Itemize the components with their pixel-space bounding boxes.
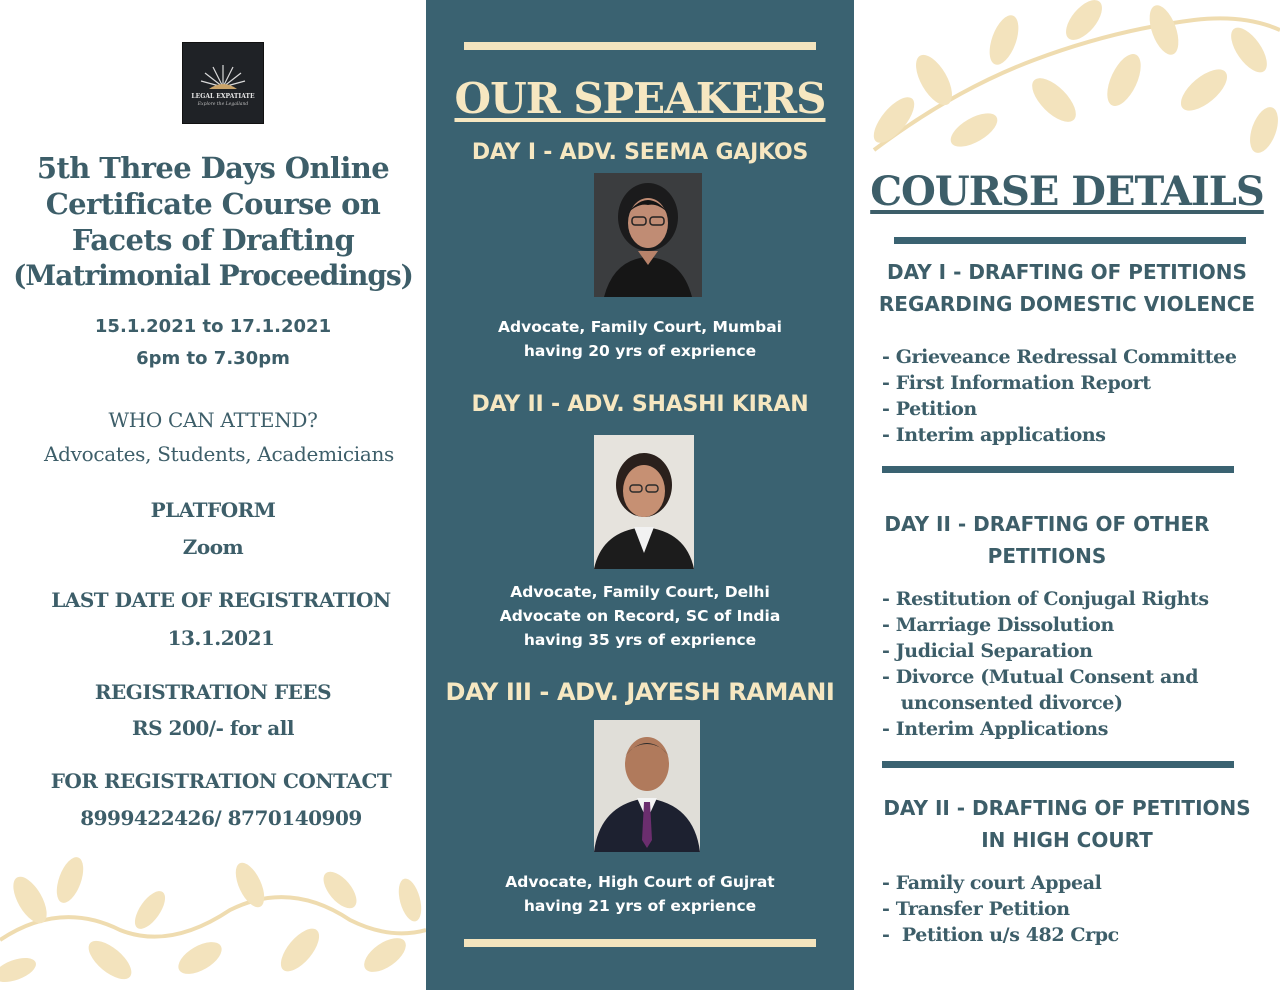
list-item: - Restitution of Conjugal Rights [882,588,1209,610]
course-title-line: (Matrimonial Proceedings) [13,259,413,292]
course-title [0,150,426,294]
details-list-day3 [882,870,1119,948]
course-title-line: 5th Three Days Online [36,151,390,185]
speakers-title: OUR SPEAKERS [454,74,826,123]
details-heading-day1 [854,256,1280,320]
speaker-desc-line: having 35 yrs of exprience [523,631,757,649]
list-item: - Interim applications [882,424,1106,446]
list-item: - Marriage Dissolution [882,614,1114,636]
speakers-panel [426,0,854,990]
speaker-desc-line: Advocate, Family Court, Delhi [510,583,770,601]
speaker-description-day3 [426,870,854,918]
details-heading-line: DAY I - DRAFTING OF PETITIONS [887,260,1247,284]
course-title-line: Facets of Drafting [71,223,355,257]
details-heading-day3 [854,792,1280,856]
leaf-branch-decoration [0,840,426,990]
last-date-label: LAST DATE OF REGISTRATION [51,588,391,612]
list-item: - Divorce (Mutual Consent and [882,666,1199,688]
speaker-heading-day1: DAY I - ADV. SEEMA GAJKOS [471,140,809,165]
list-item: - Petition [882,398,977,420]
list-item: - Grieveance Redressal Committee [882,346,1237,368]
details-list-day2 [882,586,1209,742]
speaker-photo-day1 [594,173,702,297]
details-list-day1 [882,344,1237,448]
course-time: 6pm to 7.30pm [136,348,290,369]
details-heading-day2 [854,508,1260,572]
person-portrait-icon [594,173,702,297]
course-details-title: COURSE DETAILS [870,168,1264,215]
contact-label: FOR REGISTRATION CONTACT [50,769,392,793]
course-title-line: Certificate Course on [45,187,381,221]
list-item: unconsented divorce) [882,692,1123,714]
details-divider [882,761,1234,768]
course-dates: 15.1.2021 to 17.1.2021 [94,316,332,337]
sunburst-logo-icon [183,43,263,123]
speaker-photo-day2 [594,435,694,569]
list-item: - Family court Appeal [882,872,1102,894]
logo-tagline: Explore the Legalland [197,102,249,107]
logo-text: LEGAL EXPATIATE [191,93,255,100]
speaker-heading-day2: DAY II - ADV. SHASHI KIRAN [471,392,809,417]
top-divider [464,42,816,50]
person-portrait-icon [594,720,700,852]
last-date-value: 13.1.2021 [167,626,275,650]
speaker-desc-line: having 20 yrs of exprience [523,342,757,360]
speaker-description-day2 [426,580,854,652]
details-heading-line: DAY II - DRAFTING OF PETITIONS [883,796,1251,820]
person-portrait-icon [594,435,694,569]
details-heading-line: IN HIGH COURT [981,828,1153,852]
details-heading-line: DAY II - DRAFTING OF OTHER [884,512,1210,536]
list-item: - Petition u/s 482 Crpc [882,924,1119,946]
fees-label: REGISTRATION FEES [94,680,332,704]
bottom-divider [464,939,816,947]
who-can-attend-label: WHO CAN ATTEND? [108,408,318,432]
list-item: - Interim Applications [882,718,1109,740]
leaf-branch-decoration [854,0,1280,160]
speaker-description-day1 [426,315,854,363]
speaker-desc-line: Advocate, Family Court, Mumbai [498,318,782,336]
list-item: - First Information Report [882,372,1151,394]
details-heading-line: PETITIONS [987,544,1107,568]
platform-value: Zoom [182,535,244,559]
speaker-desc-line: Advocate, High Court of Gujrat [505,873,775,891]
details-heading-line: REGARDING DOMESTIC VIOLENCE [878,292,1256,316]
speaker-desc-line: having 21 yrs of exprience [523,897,757,915]
speaker-photo-day3 [594,720,700,852]
platform-label: PLATFORM [150,498,276,522]
list-item: - Judicial Separation [882,640,1093,662]
contact-phone-numbers: 8999422426/ 8770140909 [80,806,362,830]
course-details-panel [854,0,1280,990]
details-divider [882,466,1234,473]
brand-logo [182,42,264,124]
speaker-heading-day3: DAY III - ADV. JAYESH RAMANI [445,678,835,706]
details-divider [894,237,1246,244]
speaker-desc-line: Advocate on Record, SC of India [499,607,781,625]
fees-value: RS 200/- for all [132,716,294,740]
who-can-attend-value: Advocates, Students, Academicians [43,442,395,466]
list-item: - Transfer Petition [882,898,1070,920]
left-panel [0,0,426,990]
